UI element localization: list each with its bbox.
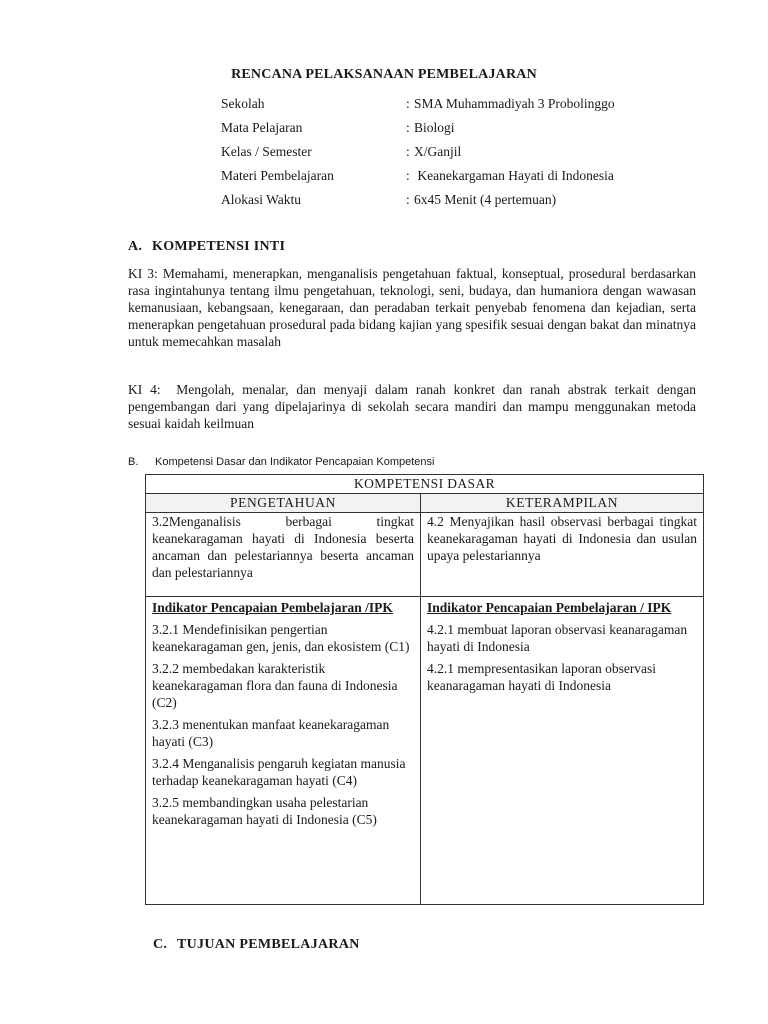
ipk-item: 3.2.2 membedakan karakteristik keanekaragaman flora dan fauna di Indonesia (C2) [152, 661, 398, 710]
info-label: Mata Pelajaran [221, 120, 303, 135]
column-header-keterampilan: KETERAMPILAN [421, 494, 704, 513]
ipk-pengetahuan-cell [146, 597, 421, 905]
ipk-heading: Indikator Pencapaian Pembelajaran /IPK [152, 600, 393, 615]
info-separator: : [406, 192, 410, 207]
kd-pengetahuan-cell: 3.2Menganalisis berbagai tingkat keanekaragaman hayati di Indonesia beserta ancaman dan pelestariannya beserta ancaman dan pelestariannya [146, 513, 421, 597]
section-title: KOMPETENSI INTI [152, 239, 286, 254]
section-number: C. [153, 937, 168, 952]
ipk-row [146, 597, 704, 905]
kd-keterampilan-cell: 4.2 Menyajikan hasil observasi berbagai tingkat keanekaragaman hayati di Indonesia dan usulan upaya pelestariannya [421, 513, 704, 597]
section-c-heading [153, 937, 360, 953]
ipk-item: 3.2.3 menentukan manfaat keanekaragaman hayati (C3) [152, 717, 390, 749]
section-title: TUJUAN PEMBELAJARAN [177, 937, 360, 952]
info-row-mata-pelajaran [221, 119, 691, 143]
column-header-pengetahuan: PENGETAHUAN [146, 494, 421, 513]
ipk-keterampilan-cell [421, 597, 704, 905]
info-separator: : [406, 168, 410, 183]
info-separator: : [406, 96, 410, 111]
table-header-row [146, 494, 704, 513]
ipk-item: 3.2.1 Mendefinisikan pengertian keanekaragaman gen, jenis, dan ekosistem (C1) [152, 622, 410, 654]
info-value: SMA Muhammadiyah 3 Probolinggo [414, 96, 615, 111]
document-title: RENCANA PELAKSANAAN PEMBELAJARAN [231, 67, 537, 82]
ki3-paragraph: KI 3: Memahami, menerapkan, menganalisis pengetahuan faktual, konseptual, prosedural berdasarkan rasa ingintahunya tentang ilmu pengetahuan, teknologi, seni, budaya, dan humaniora dengan wawasan kemanusiaan, kebangsaan, kenegaraan, dan peradaban terkait penyebab fenomena dan kejadian, serta menerapkan pengetahuan prosedural pada bidang kajian yang spesifik sesuai dengan bakat dan minatnya untuk memecahkan masalah [128, 266, 696, 349]
info-row-materi [221, 167, 691, 191]
section-a-heading [128, 239, 285, 255]
section-b-heading [128, 456, 434, 468]
ipk-heading: Indikator Pencapaian Pembelajaran / IPK [427, 600, 672, 615]
section-number: A. [128, 239, 143, 254]
kd-row [146, 513, 704, 597]
ipk-item: 4.2.1 mempresentasikan laporan observasi keanaragaman hayati di Indonesia [427, 661, 657, 693]
ipk-item: 3.2.5 membandingkan usaha pelestarian keanekaragaman hayati di Indonesia (C5) [152, 795, 377, 827]
info-label: Sekolah [221, 96, 265, 111]
identity-block [221, 95, 691, 215]
info-value: Biologi [414, 120, 455, 135]
section-number: B. [128, 456, 139, 468]
info-row-sekolah [221, 95, 691, 119]
ipk-item: 3.2.4 Menganalisis pengaruh kegiatan manusia terhadap keanekaragaman hayati (C4) [152, 756, 406, 788]
info-separator: : [406, 144, 410, 159]
info-label: Alokasi Waktu [221, 192, 302, 207]
kompetensi-dasar-table [145, 474, 704, 905]
ki4-paragraph: KI 4: Mengolah, menalar, dan menyaji dalam ranah konkret dan ranah abstrak terkait dengan pengembangan dari yang dipelajarinya di sekolah secara mandiri dan mampu menggunakan metoda sesuai kaidah keilmuan [128, 382, 700, 431]
info-row-alokasi-waktu [221, 191, 691, 215]
info-label: Kelas / Semester [221, 144, 312, 159]
info-value: Keanekargaman Hayati di Indonesia [414, 168, 614, 183]
table-title-row [146, 475, 704, 494]
ipk-item: 4.2.1 membuat laporan observasi keanaragaman hayati di Indonesia [427, 622, 688, 654]
info-value: X/Ganjil [414, 144, 462, 159]
info-row-kelas-semester [221, 143, 691, 167]
info-label: Materi Pembelajaran [221, 168, 334, 183]
info-separator: : [406, 120, 410, 135]
info-value: 6x45 Menit (4 pertemuan) [414, 192, 557, 207]
table-title: KOMPETENSI DASAR [146, 475, 704, 494]
section-title: Kompetensi Dasar dan Indikator Pencapaian Kompetensi [155, 456, 435, 468]
